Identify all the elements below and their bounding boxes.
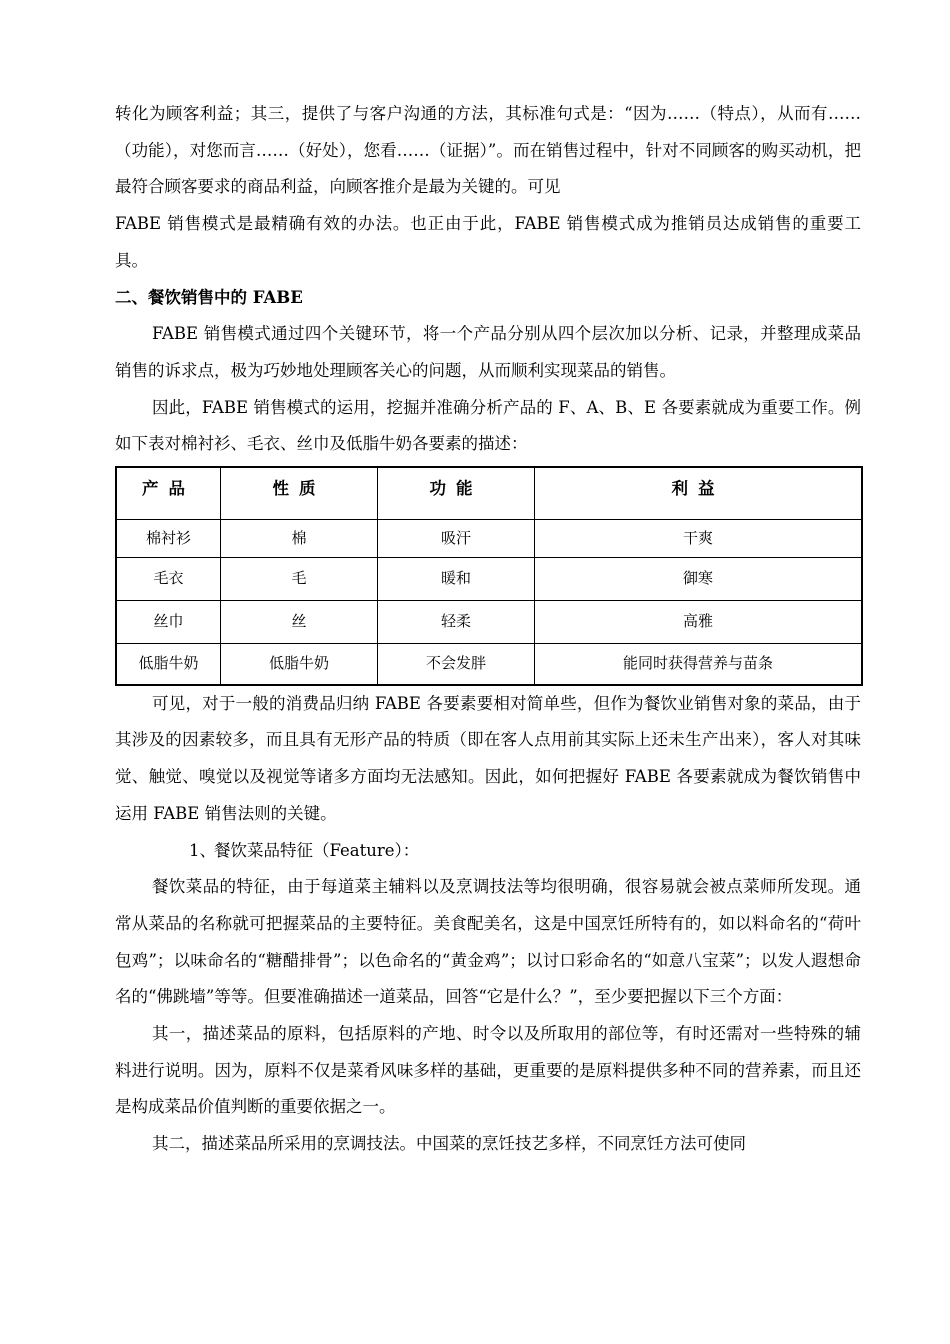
- paragraph-techniques: 其二，描述菜品所采用的烹调技法。中国菜的烹饪技艺多样，不同烹饪方法可使同: [152, 1134, 746, 1154]
- table-cell: 毛衣: [116, 557, 221, 600]
- table-cell: 干爽: [535, 520, 863, 558]
- table-header-row: [116, 467, 862, 520]
- table-cell: 毛: [221, 557, 378, 600]
- table-cell: 丝: [221, 600, 378, 643]
- paragraph-table-intro: 因此，FABE 销售模式的运用，挖掘并准确分析产品的 F、A、B、E 各要素就成为重要工作。例如下表对棉衬衫、毛衣、丝巾及低脂牛奶各要素的描述：: [115, 397, 861, 454]
- list-item-feature: [115, 833, 861, 870]
- table-header-nature: 性质: [221, 467, 378, 520]
- fabe-attribute-table: [115, 466, 863, 686]
- list-item-text: 餐饮菜品特征（Feature）：: [214, 840, 420, 860]
- table-cell: 低脂牛奶: [116, 643, 221, 685]
- paragraph-standard-phrase: 转化为顾客利益；其三，提供了与客户沟通的方法，其标准句式是：“因为……（特点），从而有……（功能），对您而言……（好处），您看……（证据）”。而在销售过程中，针对不同顾客的购买动机，把最符合顾客要求的商品利益，向顾客推介是最为关键的。可见: [115, 104, 861, 197]
- table-header-product: 产品: [116, 467, 221, 520]
- document-page: [115, 96, 861, 1163]
- table-cell: 能同时获得营养与苗条: [535, 643, 863, 685]
- table-row: [116, 600, 862, 643]
- section-heading: 二、餐饮销售中的 FABE: [115, 287, 303, 307]
- paragraph-fabe-effective: FABE 销售模式是最精确有效的办法。也正由于此，FABE 销售模式成为推销员达成销售的重要工具。: [115, 214, 861, 270]
- table-cell: 御寒: [535, 557, 863, 600]
- table-cell: 丝巾: [116, 600, 221, 643]
- table-cell: 不会发胖: [378, 643, 535, 685]
- table-cell: 低脂牛奶: [221, 643, 378, 685]
- table-header-function: 功能: [378, 467, 535, 520]
- table-cell: 棉: [221, 520, 378, 558]
- table-cell: 高雅: [535, 600, 863, 643]
- paragraph-dish-complexity: 可见，对于一般的消费品归纳 FABE 各要素要相对简单些，但作为餐饮业销售对象的菜品，由于其涉及的因素较多，而且具有无形产品的特质（即在客人点用前其实际上还未生产出来），客人对其味觉、触觉、嗅觉以及视觉等诸多方面均无法感知。因此，如何把握好 FABE 各要素就成为餐饮销售中运用 FABE 销售法则的关键。: [115, 693, 861, 823]
- table-cell: 轻柔: [378, 600, 535, 643]
- table-row: [116, 520, 862, 558]
- paragraph-dish-features: 餐饮菜品的特征，由于每道菜主辅料以及烹调技法等均很明确，很容易就会被点菜师所发现。通常从菜品的名称就可把握菜品的主要特征。美食配美名，这是中国烹饪所特有的，如以料命名的“荷叶包鸡”；以味命名的“糖醋排骨”；以色命名的“黄金鸡”；以讨口彩命名的“如意八宝菜”；以发人遐想命名的“佛跳墙”等等。但要准确描述一道菜品，回答“它是什么？”，至少要把握以下三个方面：: [115, 877, 861, 1007]
- paragraph-four-steps: FABE 销售模式通过四个关键环节，将一个产品分别从四个层次加以分析、记录，并整理成菜品销售的诉求点，极为巧妙地处理顾客关心的问题，从而顺利实现菜品的销售。: [115, 324, 861, 380]
- table-row: [116, 557, 862, 600]
- table-cell: 棉衬衫: [116, 520, 221, 558]
- table-header-benefit: 利益: [535, 467, 863, 520]
- list-item-number: 1、: [189, 840, 216, 860]
- table-row: [116, 643, 862, 685]
- table-cell: 吸汗: [378, 520, 535, 558]
- table-cell: 暖和: [378, 557, 535, 600]
- paragraph-ingredients: 其一，描述菜品的原料，包括原料的产地、时令以及所取用的部位等，有时还需对一些特殊的辅料进行说明。因为，原料不仅是菜肴风味多样的基础，更重要的是原料提供多种不同的营养素，而且还是构成菜品价值判断的重要依据之一。: [115, 1024, 861, 1117]
